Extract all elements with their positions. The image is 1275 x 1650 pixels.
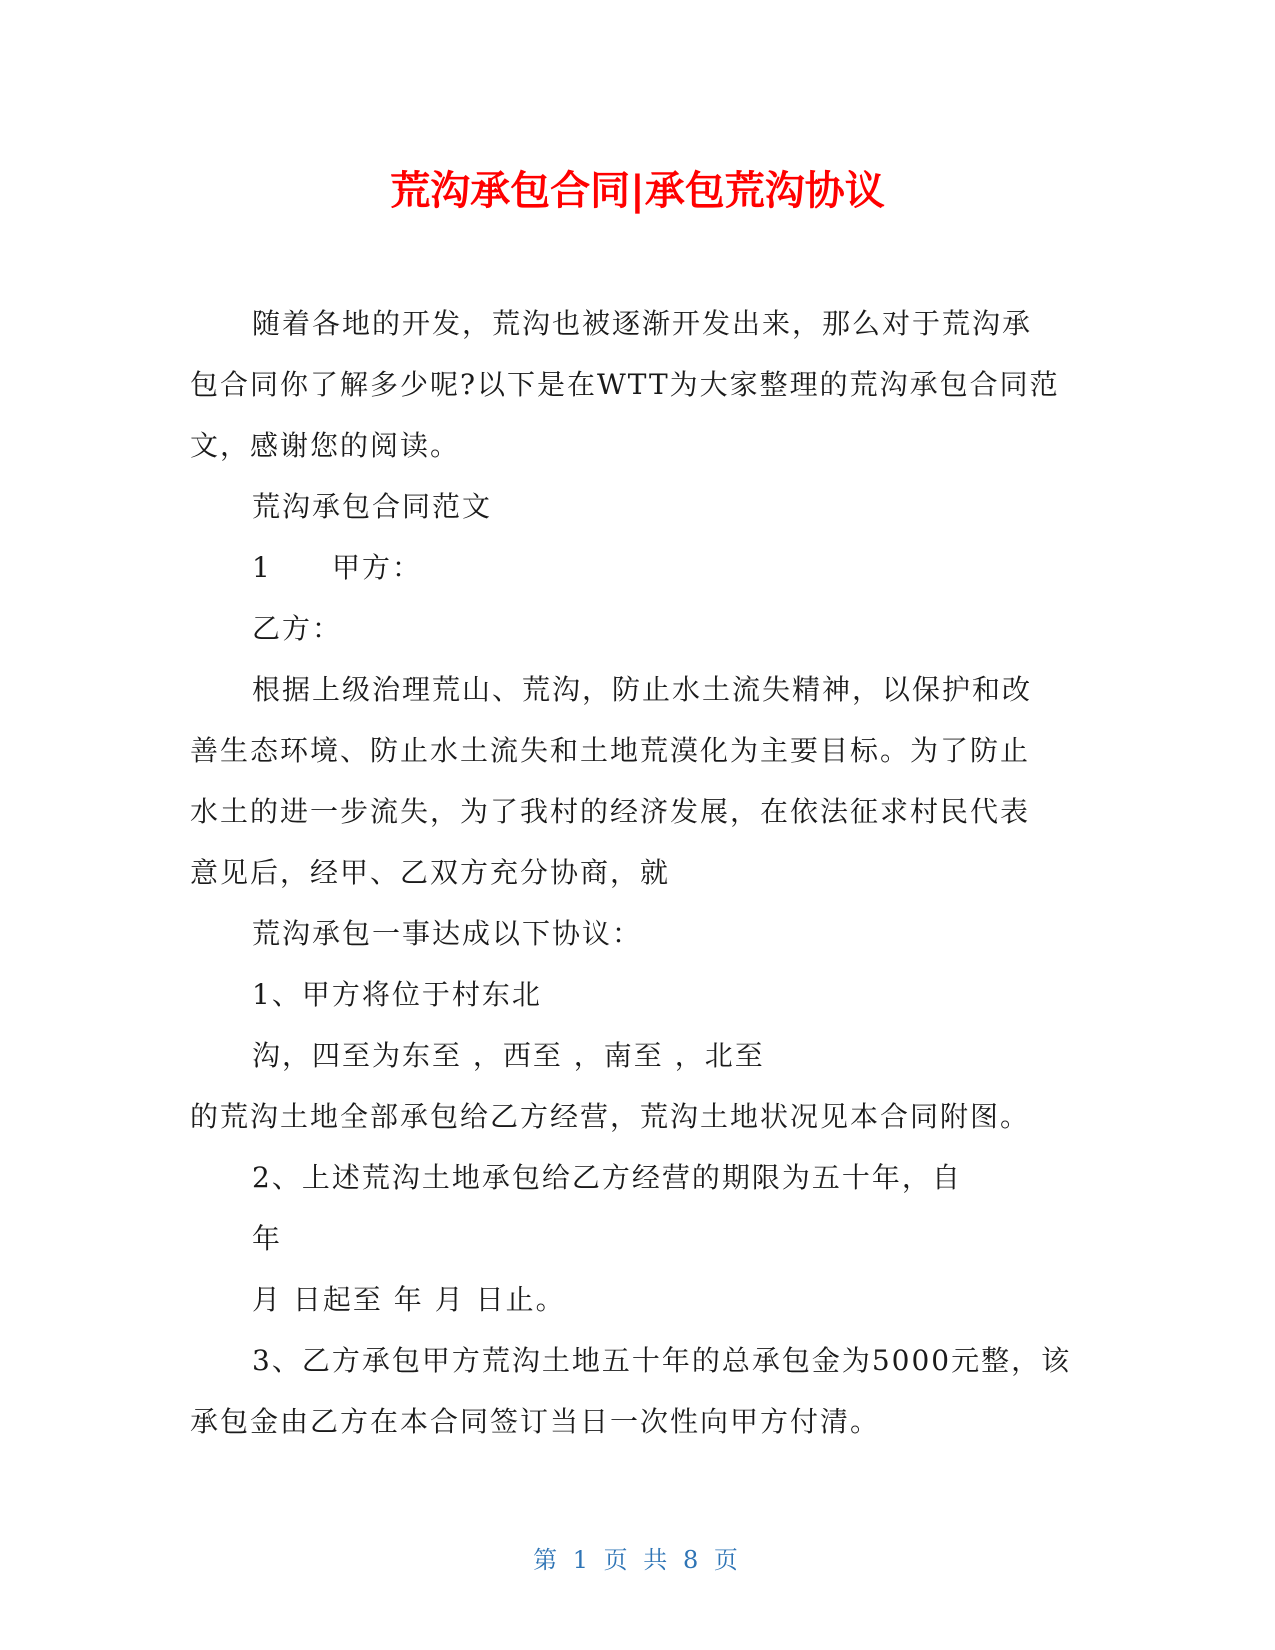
clause-line: 3、乙方承包甲方荒沟土地五十年的总承包金为5000元整，该	[252, 1344, 1072, 1377]
document-body	[190, 293, 1090, 1452]
paragraph-line: 随着各地的开发，荒沟也被逐渐开发出来，那么对于荒沟承	[252, 307, 1033, 340]
clause-line: 月 日起至 年 月 日止。	[252, 1283, 566, 1316]
paragraph-line: 文，感谢您的阅读。	[190, 429, 461, 462]
paragraph-line: 包合同你了解多少呢?以下是在WTT为大家整理的荒沟承包合同范	[190, 368, 1060, 401]
party-a-line	[190, 537, 1090, 598]
paragraph-line: 根据上级治理荒山、荒沟，防止水土流失精神，以保护和改	[252, 673, 1033, 706]
clause-line: 承包金由乙方在本合同签订当日一次性向甲方付清。	[190, 1405, 881, 1438]
paragraph-line: 意见后，经甲、乙双方充分协商，就	[190, 856, 671, 889]
clause-line: 2、上述荒沟土地承包给乙方经营的期限为五十年，自	[252, 1161, 962, 1194]
document-title: 荒沟承包合同|承包荒沟协议	[390, 168, 885, 214]
paragraph-line: 水土的进一步流失，为了我村的经济发展，在依法征求村民代表	[190, 795, 1031, 828]
clause-line: 年	[252, 1222, 283, 1255]
page-number: 第 1 页 共 8 页	[533, 1546, 742, 1574]
party-b-label: 乙方：	[252, 612, 343, 645]
clause-line: 沟，四至为东至 ，西至 ，南至 ，北至	[252, 1039, 765, 1072]
section-heading: 荒沟承包合同范文	[252, 490, 493, 523]
clause-line: 的荒沟土地全部承包给乙方经营，荒沟土地状况见本合同附图。	[190, 1100, 1031, 1133]
party-a-label: 甲方：	[332, 551, 423, 584]
paragraph-line: 善生态环境、防止水土流失和土地荒漠化为主要目标。为了防止	[190, 734, 1031, 767]
clause-line: 1、甲方将位于村东北	[252, 978, 542, 1011]
paragraph-line: 荒沟承包一事达成以下协议：	[252, 917, 643, 950]
item-number: 1	[252, 551, 272, 584]
